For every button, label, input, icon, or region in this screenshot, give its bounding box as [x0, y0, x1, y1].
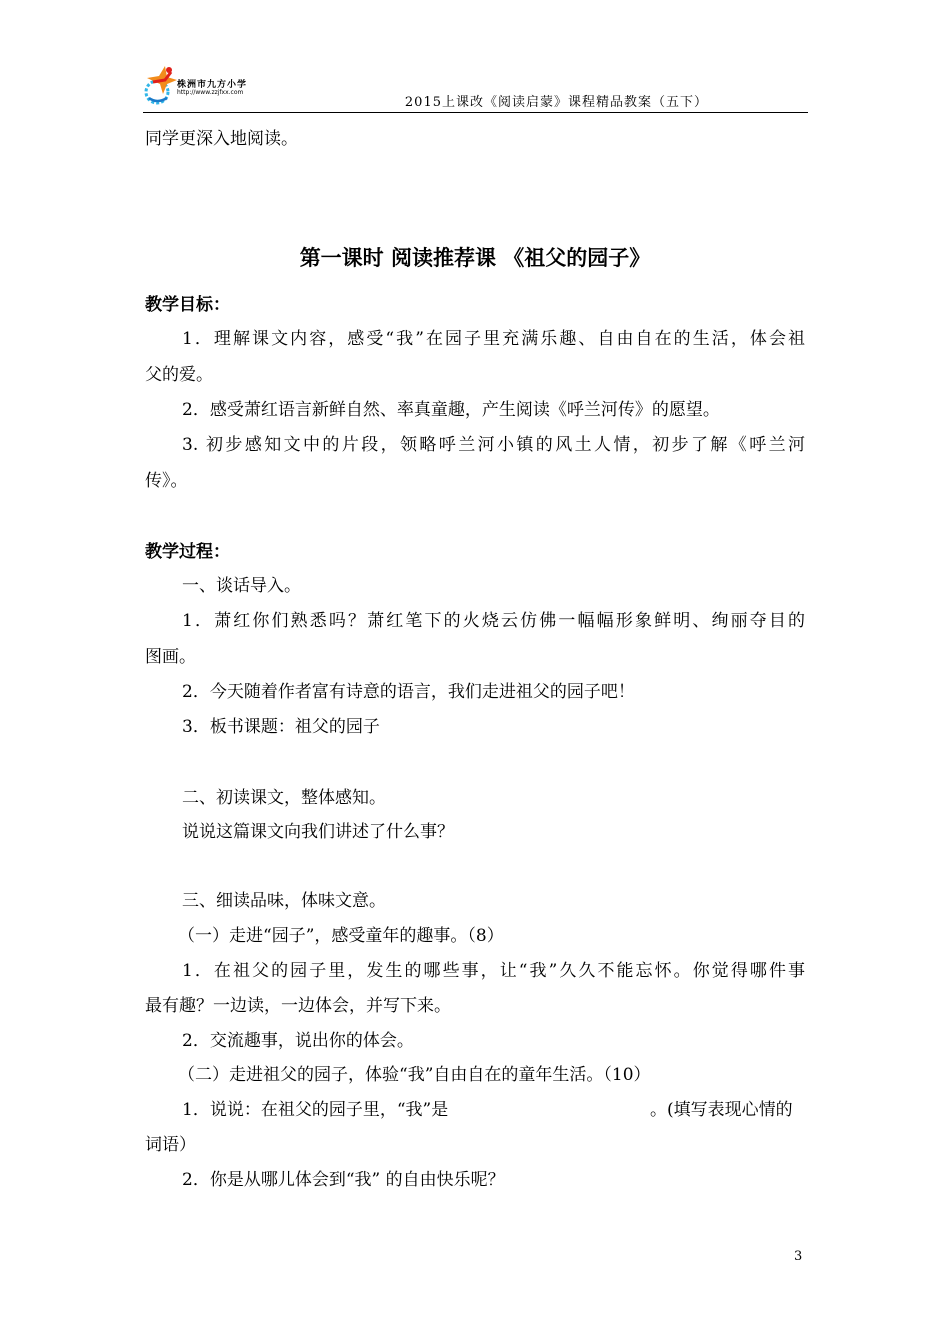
section-1-para-2: 2．今天随着作者富有诗意的语言，我们走进祖父的园子吧！	[182, 682, 635, 702]
process-heading: 教学过程：	[145, 542, 230, 562]
section-3-sub-1-para-2: 2．交流趣事，说出你的体会。	[182, 1031, 414, 1051]
section-3-sub-2-para-1-line-2: 词语）	[145, 1135, 196, 1155]
section-3-sub-1-para-1-line-2: 最有趣？一边读，一边体会，并写下来。	[145, 996, 451, 1016]
section-3-sub-2-para-1-end: 。(填写表现心情的	[650, 1100, 793, 1120]
section-3-title: 三、细读品味，体味文意。	[182, 891, 386, 911]
goals-heading: 教学目标：	[145, 295, 230, 315]
section-1-para-3: 3．板书课题：祖父的园子	[182, 717, 380, 737]
logo-school-name: 株洲市九方小学	[177, 80, 248, 90]
page-header	[143, 62, 808, 113]
section-3-sub-1: （一）走进“园子”，感受童年的趣事。（8）	[178, 926, 504, 946]
goal-1-line-1: 1．理解课文内容，感受“我”在园子里充满乐趣、自由自在的生活，体会祖	[182, 329, 805, 349]
goal-3-line-1: 3. 初步感知文中的片段，领略呼兰河小镇的风土人情，初步了解《呼兰河	[182, 435, 805, 455]
page-number: 3	[794, 1249, 803, 1264]
lesson-title: 第一课时 阅读推荐课 《祖父的园子》	[299, 246, 651, 270]
goal-1-line-2: 父的爱。	[145, 365, 213, 385]
section-1-title: 一、谈话导入。	[182, 576, 301, 596]
section-3-sub-2: （二）走进祖父的园子，体验“我”自由自在的童年生活。（10）	[178, 1065, 651, 1085]
header-title: 2015上课改《阅读启蒙》课程精品教案（五下）	[404, 95, 708, 110]
section-2-title: 二、初读课文，整体感知。	[182, 788, 386, 808]
section-1-para-1-line-1: 1．萧红你们熟悉吗？萧红笔下的火烧云仿佛一幅幅形象鲜明、绚丽夺目的	[182, 611, 805, 631]
goal-2: 2．感受萧红语言新鲜自然、率真童趣，产生阅读《呼兰河传》的愿望。	[182, 400, 720, 420]
goal-3-line-2: 传》。	[145, 471, 188, 491]
section-3-sub-2-para-1-start: 1．说说：在祖父的园子里，“我”是	[182, 1100, 449, 1120]
section-1-para-1-line-2: 图画。	[145, 647, 196, 667]
section-2-question: 说说这篇课文向我们讲述了什么事？	[182, 822, 454, 842]
section-3-sub-2-para-2: 2．你是从哪儿体会到“我” 的自由快乐呢？	[182, 1170, 505, 1190]
school-logo	[143, 62, 293, 108]
logo-url: http://www.zzjfxx.com	[177, 89, 244, 96]
school-logo-icon	[143, 64, 179, 106]
continuation-text: 同学更深入地阅读。	[145, 129, 298, 149]
section-3-sub-1-para-1-line-1: 1．在祖父的园子里，发生的哪些事，让“我”久久不能忘怀。你觉得哪件事	[182, 961, 805, 981]
